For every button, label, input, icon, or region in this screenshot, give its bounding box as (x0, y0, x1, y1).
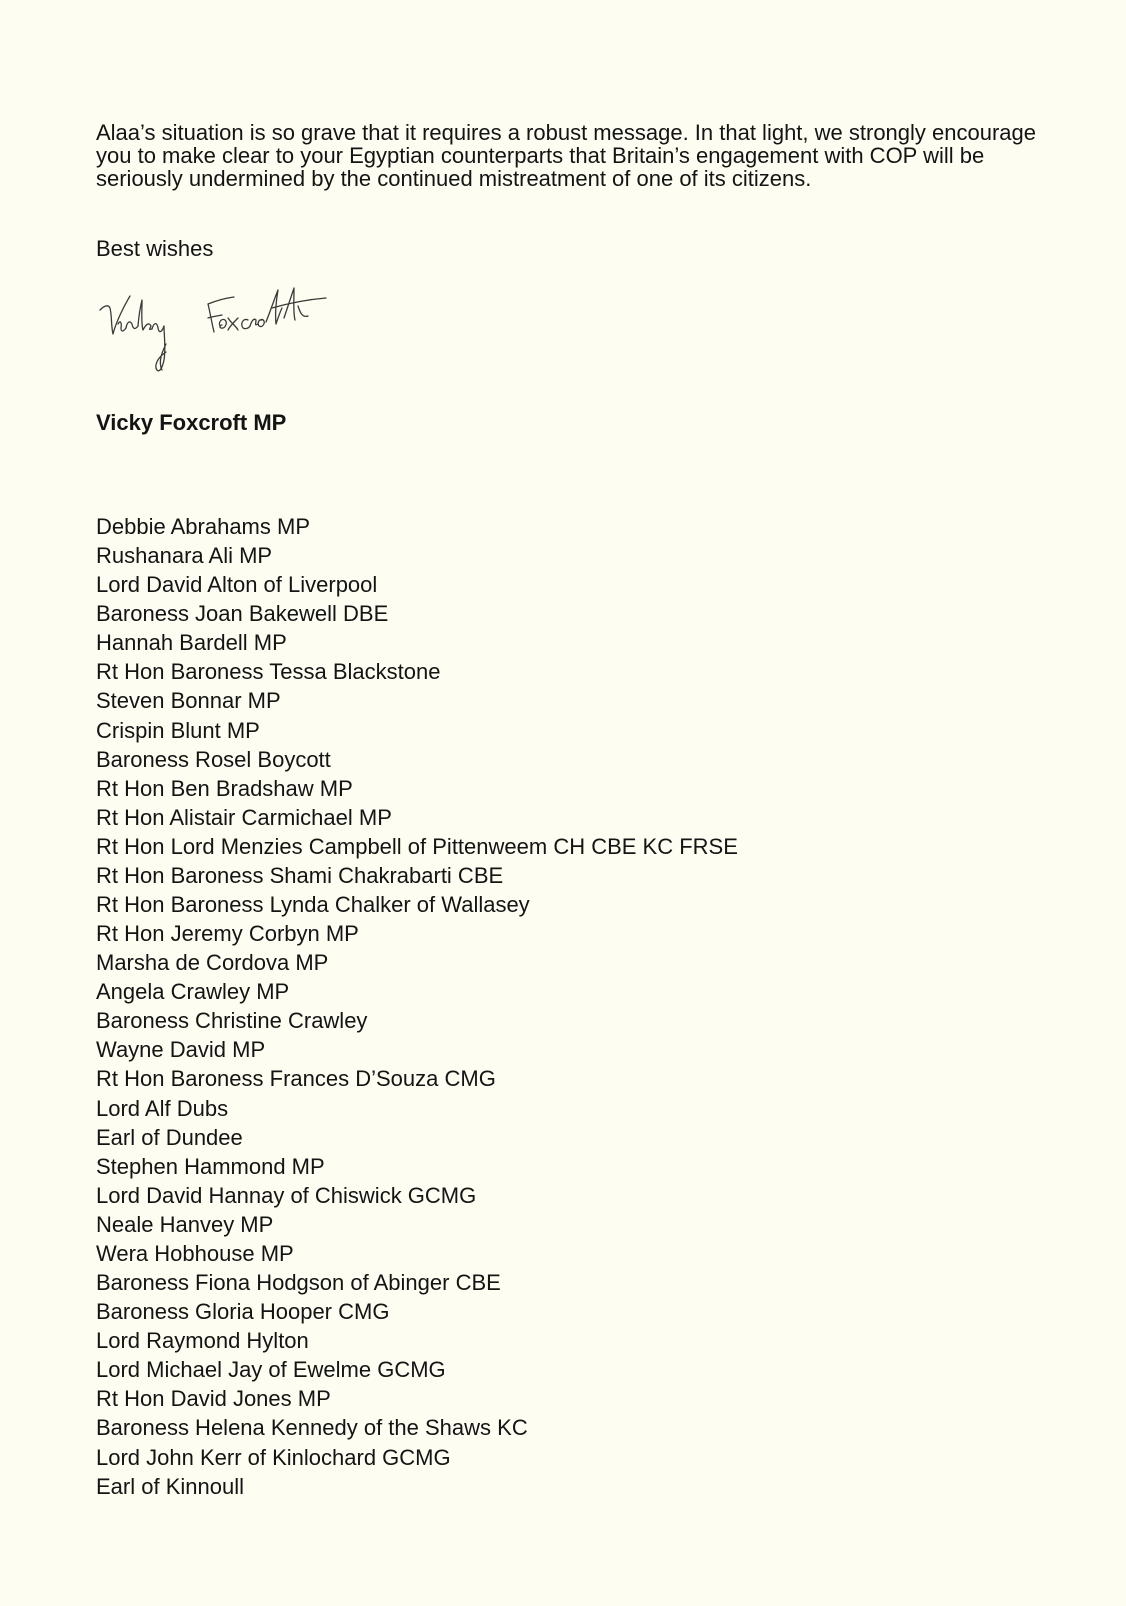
signatory-item: Wera Hobhouse MP (96, 1240, 294, 1266)
signatory-item: Rt Hon Baroness Shami Chakrabarti CBE (96, 862, 504, 888)
signatory-item: Rt Hon Jeremy Corbyn MP (96, 921, 359, 947)
signatory-item: Steven Bonnar MP (96, 688, 281, 714)
signatory-item: Crispin Blunt MP (96, 717, 260, 743)
signatory-item: Lord Raymond Hylton (96, 1328, 309, 1354)
signatory-item: Wayne David MP (96, 1037, 266, 1063)
signatory-item: Rt Hon Baroness Frances D’Souza CMG (96, 1066, 496, 1092)
signatory-item: Rt Hon Lord Menzies Campbell of Pittenweem CH CBE KC FRSE (96, 833, 738, 859)
signatory-item: Marsha de Cordova MP (96, 950, 329, 976)
signatory-item: Baroness Gloria Hooper CMG (96, 1299, 390, 1325)
signatory-item: Angela Crawley MP (96, 979, 290, 1005)
signatory-item: Rushanara Ali MP (96, 543, 273, 569)
signatory-item: Neale Hanvey MP (96, 1211, 274, 1237)
signatory-item: Baroness Fiona Hodgson of Abinger CBE (96, 1270, 501, 1296)
signatory-item: Lord Alf Dubs (96, 1095, 229, 1121)
letter-body-paragraph: Alaa’s situation is so grave that it requires a robust message. In that light, we strongly encourage you to make clear to your Egyptian counterparts that Britain’s engagement with COP will be seriously undermined by the continued mistreatment of one of its citizens. (96, 120, 1036, 191)
letter-closing: Best wishes (96, 236, 214, 261)
signatory-item: Hannah Bardell MP (96, 630, 287, 656)
signatory-item: Lord John Kerr of Kinlochard GCMG (96, 1444, 451, 1470)
signatory-item: Debbie Abrahams MP (96, 514, 310, 539)
signatory-item: Baroness Helena Kennedy of the Shaws KC (96, 1415, 528, 1441)
signatory-item: Stephen Hammond MP (96, 1153, 325, 1179)
signatory-item: Rt Hon David Jones MP (96, 1386, 331, 1412)
signatory-item: Lord David Hannay of Chiswick GCMG (96, 1182, 477, 1208)
signatory-item: Rt Hon Baroness Tessa Blackstone (96, 659, 441, 685)
signatory-item: Baroness Rosel Boycott (96, 746, 331, 772)
signatory-item: Lord Michael Jay of Ewelme GCMG (96, 1357, 446, 1383)
signatory-item: Rt Hon Baroness Lynda Chalker of Wallasey (96, 892, 530, 918)
signer-name: Vicky Foxcroft MP (96, 410, 287, 435)
signatory-item: Rt Hon Alistair Carmichael MP (96, 804, 392, 830)
signatory-item: Baroness Christine Crawley (96, 1008, 368, 1034)
signatory-item: Lord David Alton of Liverpool (96, 572, 378, 598)
handwritten-signature (96, 282, 356, 386)
signatory-item: Rt Hon Ben Bradshaw MP (96, 775, 353, 801)
letter-page (96, 0, 1056, 1606)
signatories-list (96, 512, 738, 1501)
signatory-item: Baroness Joan Bakewell DBE (96, 601, 389, 627)
signatory-item: Earl of Dundee (96, 1124, 243, 1150)
signatory-item: Earl of Kinnoull (96, 1473, 244, 1499)
